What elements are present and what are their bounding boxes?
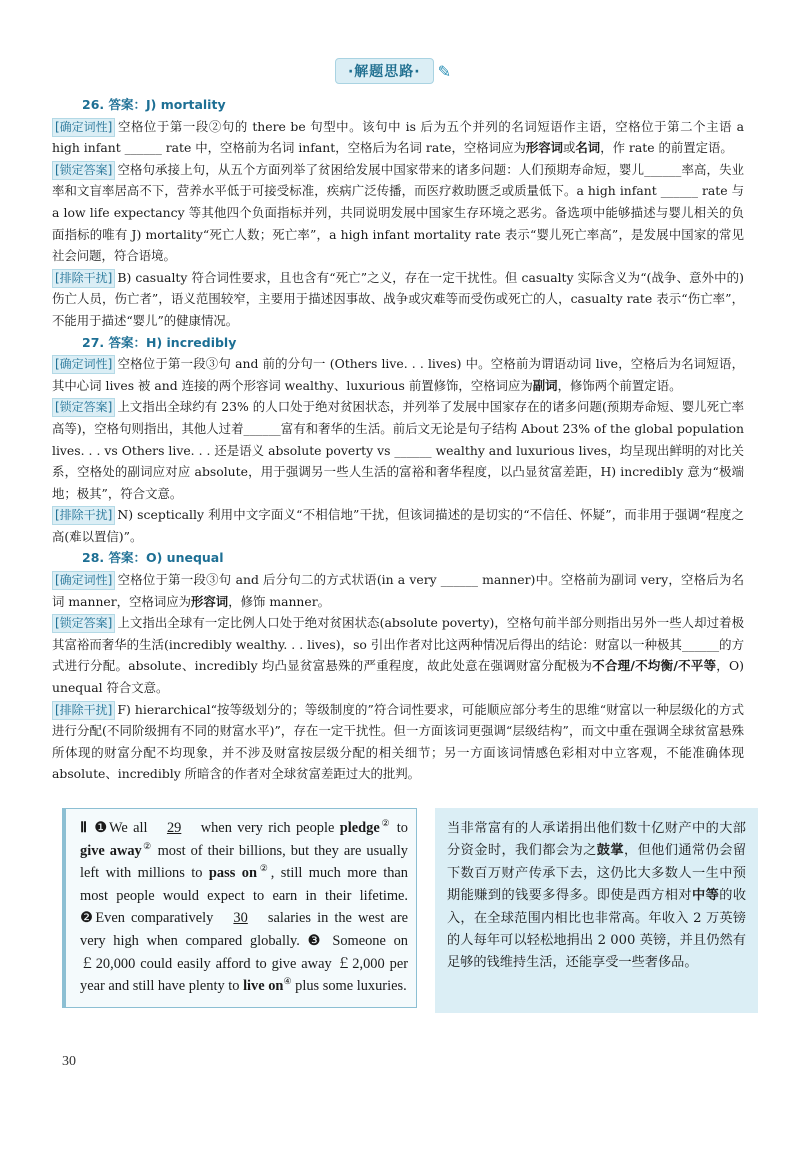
tag-label: [排除干扰] [52, 269, 115, 288]
chinese-translation: 当非常富有的人承诺捐出他们数十亿财产中的大部分资金时，我们都会为之鼓掌，但他们通常仍会留下数百万财产传承下去，这仍比大多数人一生中预期能赚到的钱要多得多。即使是西方相对中等的收入，在全球范围内相比也非常高。年收入 2 万英镑的人每年可以轻松地捐出 2 000 英镑，并且仍然有足够的钱维持生活，还能享受一些奢侈品。 [435, 808, 758, 1013]
q28-p1: [确定词性] 空格位于第一段③句 and 后分句二的方式状语(in a very ______ manner)中。空格前为副词 very，空格后为名词 manner，空格词应为形容词，修饰 manner。 [52, 572, 744, 609]
tag-label: [锁定答案] [52, 614, 115, 633]
q26-p1: [确定词性] 空格位于第一段②句的 there be 句型中。该句中 is 后为五个并列的名词短语作主语，空格位于第二个主语 a high infant ______ rate 中，空格前为名词 infant，空格后为名词 rate，空格词应为形容词或名词，作 rate 的前置定语。 [52, 118, 744, 156]
section-title: ·解题思路· [335, 58, 434, 84]
tag-label: [确定词性] [52, 355, 115, 374]
q27-heading: 27. 答案：H) incredibly [82, 334, 237, 350]
tag-label: [确定词性] [52, 118, 115, 137]
q27-p2: [锁定答案] 上文指出全球约有 23% 的人口处于绝对贫困状态，并列举了发展中国家存在的诸多问题(预期寿命短、婴儿死亡率高等)，空格句则指出，其他人过着______富有和奢华的生活。前后文无论是句子结构 About 23% of the global population lives. . . vs Others live. . . 还是语义 absolute poverty vs ______ wealthy and luxurious lives，均呈现出鲜明的对比关系，空格处的副词应对应 absolute，用于强调另一些人生活的富裕和奢华程度，以凸显贫富差距，H) incredibly 意为“极端地；极其”，符合文意。 [52, 399, 744, 501]
blank-29: 29 [166, 820, 182, 836]
tag-label: [锁定答案] [52, 161, 115, 180]
tag-label: [排除干扰] [52, 701, 115, 720]
passage-section [52, 808, 762, 1013]
explanation-content [52, 94, 744, 785]
tag-label: [排除干扰] [52, 506, 115, 525]
q27-p3: [排除干扰] N) sceptically 利用中文字面义“不相信地”干扰，但该词描述的是切实的“不信任、怀疑”，而非用于强调“程度之高(难以置信)”。 [52, 507, 744, 544]
q26-heading: 26. 答案：J) mortality [82, 97, 226, 112]
blank-30: 30 [233, 910, 248, 927]
q26-p2: [锁定答案] 空格句承接上句，从五个方面列举了贫困给发展中国家带来的诸多问题：人们预期寿命短，婴儿______率高，失业率和文盲率居高不下，营养水平低于可接受标准，疾病广泛传播，而医疗救助匮乏或质量低下。a high infant ______ rate 与 a low life expectancy 等其他四个负面指标并列，共同说明发展中国家生存环境之恶劣。备选项中能够描述与婴儿相关的负面指标的唯有 J) mortality“死亡人数；死亡率”，a high infant mortality rate 表示“婴儿死亡率高”，是发展中国家的常见社会问题，符合语境。 [52, 161, 744, 264]
tag-label: [确定词性] [52, 571, 115, 590]
q27-p1: [确定词性] 空格位于第一段③句 and 前的分句一 (Others live. . . lives) 中。空格前为谓语动词 live，空格后为名词短语，其中心词 lives 被 and 连接的两个形容词 wealthy、luxurious 前置修饰，空格词应为副词，修饰两个前置定语。 [52, 356, 744, 393]
q28-p3: [排除干扰] F) hierarchical“按等级划分的；等级制度的”符合词性要求，可能顺应部分考生的思维“财富以一种层级化的方式进行分配(不同阶级拥有不同的财富水平)”，存在一定干扰性。但一方面该词更强调“层级结构”，而文中重在强调全球贫富悬殊所体现的财富分配不均现象，并不涉及财富按层级分配的相关细节；另一方面该词情感色彩相对中立客观，不能准确体现 absolute、incredibly 所暗含的作者对全球贫富差距过大的批判。 [52, 701, 744, 782]
q26-p3: [排除干扰] B) casualty 符合词性要求，且也含有“死亡”之义，存在一定干扰性。但 casualty 实际含义为“(战争、意外中的)伤亡人员，伤亡者”，语义范围较窄，主要用于描述因事故、战争或灾难等而受伤或死亡的人，casualty rate 表示“伤亡率”，不能用于描述“婴儿”的健康情况。 [52, 269, 744, 328]
q28-heading: 28. 答案：O) unequal [82, 550, 224, 566]
page-number: 30 [62, 1054, 76, 1069]
english-passage: Ⅱ ❶We all 29 when very rich people pledge② to give away② most of their billions, but they are usually left with millions to pass on②, still much more than most people would expect to earn in their lifetime. ❷Even comparatively 30 salaries in the west are very high when compared globally. ❸ Someone on ￡20,000 could easily afford to give away ￡2,000 per year and still have plenty to live on④ plus some luxuries. [62, 808, 417, 1008]
pen-icon: ✎ [437, 61, 452, 81]
tag-label: [锁定答案] [52, 398, 115, 417]
section-header [323, 58, 463, 84]
q28-p2: [锁定答案] 上文指出全球有一定比例人口处于绝对贫困状态(absolute poverty)，空格句前半部分则指出另外一些人却过着极其富裕而奢华的生活(incredibly wealthy. . . lives)，so 引出作者对比这两种情况后得出的结论：财富以一种极其______的方式进行分配。absolute、incredibly 均凸显贫富悬殊的严重程度，故此处意在强调财富分配极为不合理/不均衡/不平等，O) unequal 符合文意。 [52, 615, 744, 696]
